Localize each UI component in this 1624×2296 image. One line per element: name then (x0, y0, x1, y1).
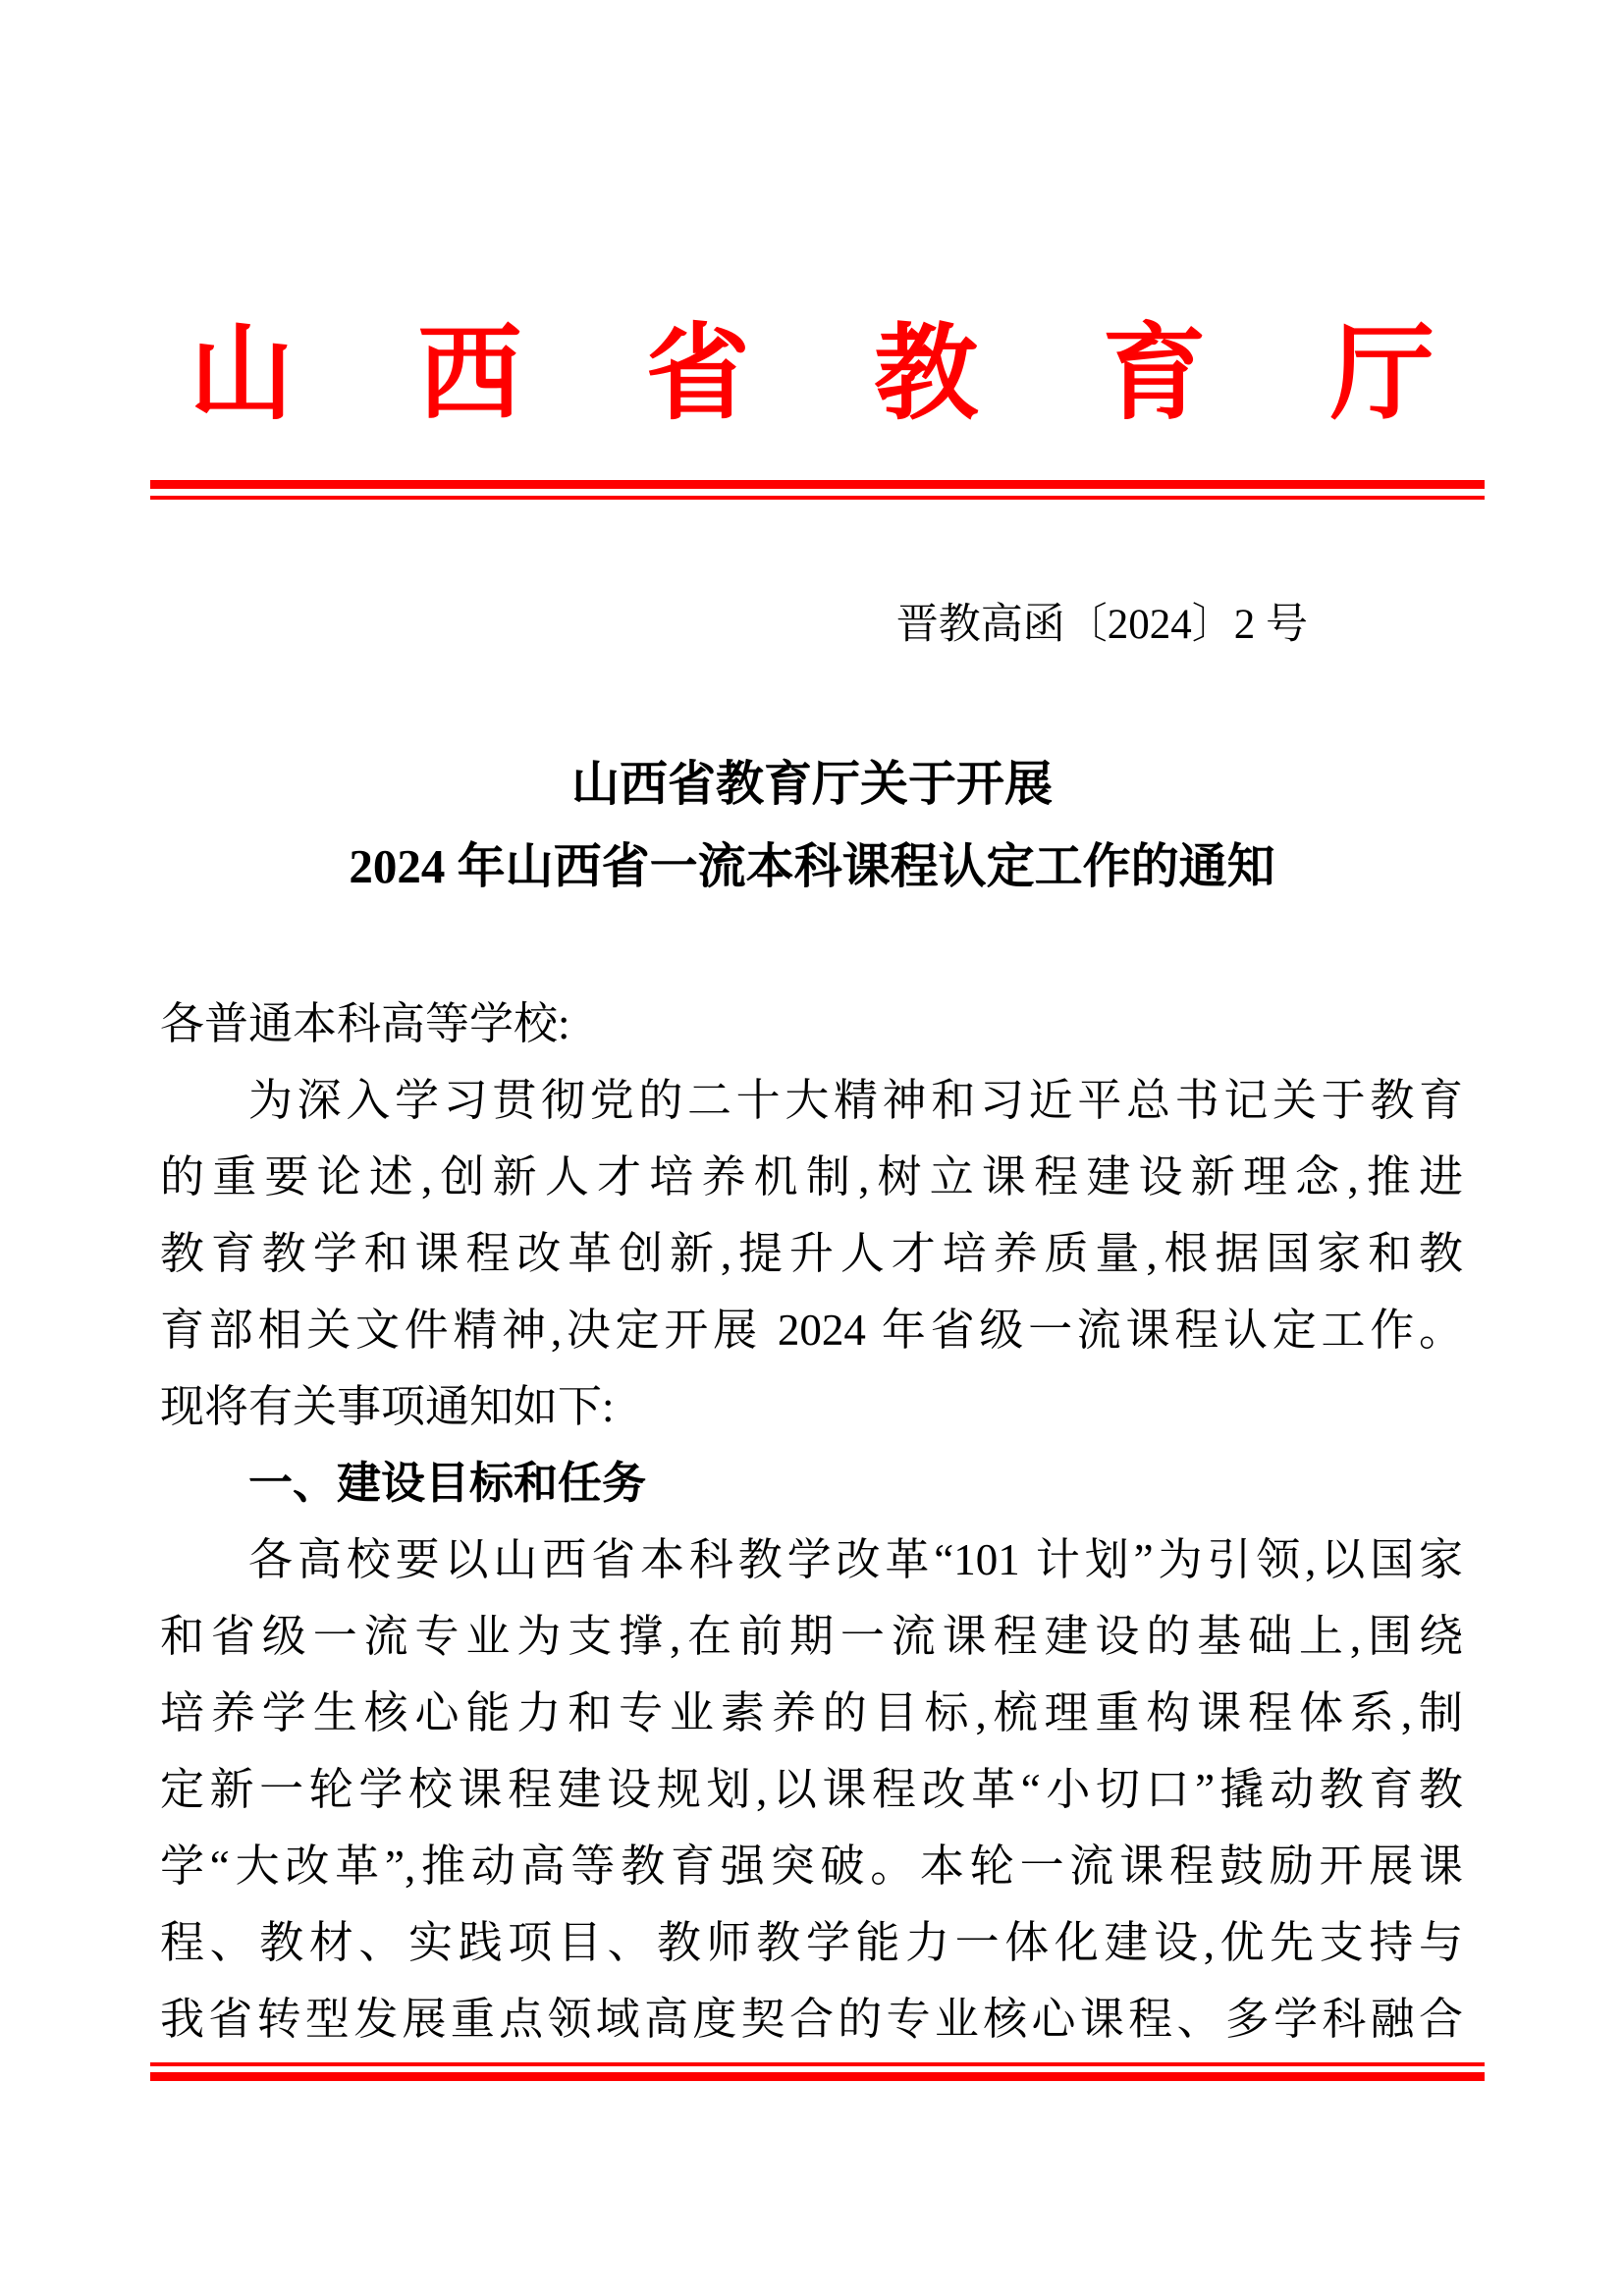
paragraph-line: 培养学生核心能力和专业素养的目标,梳理重构课程体系,制 (160, 1688, 1463, 1737)
red-separator-bottom (150, 2062, 1485, 2081)
paragraph-line: 育部相关文件精神,决定开展 2024 年省级一流课程认定工作。 (160, 1306, 1463, 1355)
paragraph-line: 教育教学和课程改革创新,提升人才培养质量,根据国家和教 (160, 1229, 1463, 1278)
paragraph-line: 我省转型发展重点领域高度契合的专业核心课程、多学科融合 (160, 1995, 1463, 2044)
paragraph-line: 定新一轮学校课程建设规划,以课程改革“小切口”撬动教育教 (160, 1765, 1463, 1814)
salutation: 各普通本科高等学校: (160, 999, 570, 1048)
paragraph-line: 各高校要以山西省本科教学改革“101 计划”为引领,以国家 (248, 1535, 1463, 1584)
paragraph-line: 现将有关事项通知如下: (160, 1382, 615, 1431)
letterhead-title: 山西省教育厅 (189, 317, 1435, 432)
paragraph-line: 程、教材、实践项目、教师教学能力一体化建设,优先支持与 (160, 1918, 1463, 1967)
paragraph-line: 的重要论述,创新人才培养机制,树立课程建设新理念,推进 (160, 1152, 1463, 1201)
red-separator-top (150, 480, 1485, 500)
doc-number: 晋教高函〔2024〕2 号 (895, 602, 1308, 648)
notice-title-line-1: 山西省教育厅关于开展 (570, 757, 1053, 811)
section-heading: 一、建设目标和任务 (248, 1458, 647, 1508)
paragraph-line: 为深入学习贯彻党的二十大精神和习近平总书记关于教育 (248, 1076, 1463, 1125)
notice-title-line-2: 2024 年山西省一流本科课程认定工作的通知 (349, 839, 1275, 893)
notice-title (0, 743, 1624, 908)
paragraph-line: 和省级一流专业为支撑,在前期一流课程建设的基础上,围绕 (160, 1612, 1463, 1661)
paragraph-line: 学“大改革”,推动高等教育强突破。本轮一流课程鼓励开展课 (160, 1842, 1463, 1891)
document-body (160, 986, 1463, 2057)
